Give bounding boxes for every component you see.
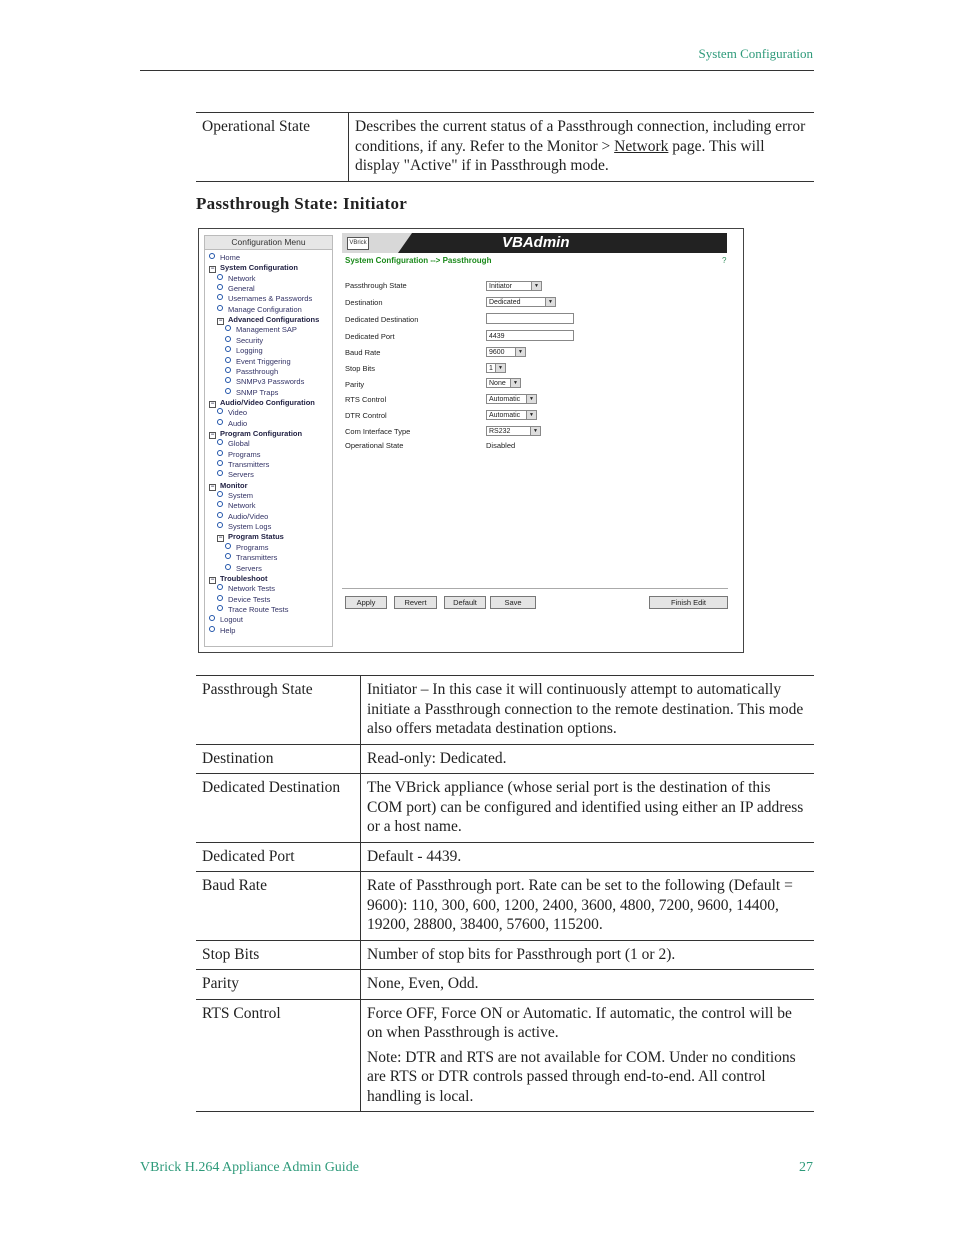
menu-item-label: General <box>228 284 255 294</box>
stop-bits-select[interactable] <box>486 363 506 373</box>
menu-item[interactable] <box>209 615 243 624</box>
divider <box>342 588 728 589</box>
menu-item[interactable] <box>209 574 268 584</box>
menu-item-label: Home <box>220 253 241 262</box>
menu-item[interactable] <box>217 305 302 314</box>
chevron-down-icon: ▼ <box>495 364 505 372</box>
table-row <box>196 999 814 1112</box>
menu-item-label: Program Status <box>228 532 284 542</box>
select-value: Automatic <box>489 396 521 403</box>
menu-item-label: Audio/Video <box>228 511 269 521</box>
menu-item[interactable] <box>225 564 262 573</box>
menu-item-label: Passthrough <box>236 366 279 376</box>
stop-bits-label: Stop Bits <box>345 364 376 373</box>
rts-control-label: RTS Control <box>345 395 387 404</box>
baud-rate-label: Baud Rate <box>345 348 381 357</box>
menu-item[interactable] <box>217 605 288 614</box>
term-cell: Dedicated Port <box>196 842 361 872</box>
dedicated-port-label: Dedicated Port <box>345 332 395 341</box>
menu-item[interactable] <box>217 294 312 303</box>
desc-cell <box>361 872 815 941</box>
term-cell: Operational State <box>196 113 349 182</box>
desc-text: Describes the current status of a Passthrough connection, including error conditions, if any. Refer to the Monitor > <box>355 118 806 155</box>
operational-state-table <box>196 112 814 182</box>
menu-item-label: Program Configuration <box>220 428 303 438</box>
table-row <box>196 872 814 941</box>
menu-item[interactable] <box>225 346 263 355</box>
passthrough-state-label: Passthrough State <box>345 281 407 290</box>
table-row <box>196 744 814 774</box>
menu-item[interactable] <box>225 388 278 397</box>
section-heading: Passthrough State: Initiator <box>196 194 408 213</box>
dedicated-destination-label: Dedicated Destination <box>345 315 419 324</box>
menu-item[interactable] <box>217 439 250 448</box>
menu-item[interactable] <box>209 481 248 491</box>
desc-paragraph: Number of stop bits for Passthrough port (1 or 2). <box>367 945 676 963</box>
menu-item[interactable] <box>217 284 255 293</box>
com-interface-type-select[interactable] <box>486 426 541 436</box>
bullet-icon <box>217 595 223 601</box>
menu-item-label: Usernames & Passwords <box>228 294 313 304</box>
bullet-icon <box>225 325 231 331</box>
menu-item[interactable] <box>217 315 319 325</box>
select-value: Initiator <box>489 283 512 290</box>
desc-paragraph: Rate of Passthrough port. Rate can be set to the following (Default = 9600): 110, 300, 600, 1200, 2400, 3600, 4800, 7200, 9600, 14400, 19200, 28800, 38400, 57600, 115200. <box>367 877 793 933</box>
page-number: 27 <box>799 1160 813 1175</box>
configuration-menu <box>204 235 333 647</box>
menu-item[interactable] <box>217 408 247 417</box>
term-cell: Passthrough State <box>196 676 361 745</box>
desc-cell <box>361 676 815 745</box>
menu-item[interactable] <box>209 263 298 273</box>
menu-item-label: Help <box>220 625 236 635</box>
bullet-icon <box>217 491 223 497</box>
finish-edit-button[interactable]: Finish Edit <box>649 596 728 609</box>
desc-cell <box>349 113 815 182</box>
menu-item[interactable] <box>225 553 277 562</box>
menu-item[interactable] <box>225 357 291 366</box>
dedicated-destination-input[interactable] <box>486 313 574 324</box>
collapse-icon: − <box>210 431 215 438</box>
bullet-icon <box>225 543 231 549</box>
collapse-icon: − <box>210 266 215 273</box>
menu-item-label: Advanced Configurations <box>228 315 320 325</box>
menu-item-label: Audio/Video Configuration <box>220 397 315 407</box>
bullet-icon <box>217 450 223 456</box>
bullet-icon <box>217 439 223 445</box>
collapse-icon: − <box>218 318 223 325</box>
menu-item[interactable] <box>217 532 284 542</box>
menu-item[interactable] <box>217 491 253 500</box>
table-row <box>196 940 814 970</box>
menu-item-label: Logout <box>220 615 243 625</box>
breadcrumb: System Configuration --> Passthrough <box>345 256 492 265</box>
chevron-down-icon: ▼ <box>530 427 540 435</box>
desc-cell <box>361 970 815 1000</box>
term-cell: Stop Bits <box>196 940 361 970</box>
select-value: 1 <box>489 365 493 372</box>
menu-item[interactable] <box>225 325 297 334</box>
bullet-icon <box>217 460 223 466</box>
bullet-icon <box>225 357 231 363</box>
bullet-icon <box>225 377 231 383</box>
menu-item-label: Management SAP <box>236 325 297 335</box>
menu-item-label: Audio <box>228 418 248 428</box>
destination-label: Destination <box>345 298 383 307</box>
bullet-icon <box>225 367 231 373</box>
desc-cell <box>361 744 815 774</box>
menu-item[interactable] <box>217 501 256 510</box>
desc-paragraph: Note: DTR and RTS are not available for COM. Under no conditions are RTS or DTR controls passed through end-to-end. All control handling is local. <box>367 1048 796 1105</box>
revert-button[interactable]: Revert <box>394 596 437 609</box>
select-value: None <box>489 380 506 387</box>
menu-item[interactable] <box>217 595 270 604</box>
desc-paragraph: Force OFF, Force ON or Automatic. If automatic, the control will be on when Passthrough is active. <box>367 1004 792 1041</box>
vbadmin-banner <box>342 233 727 253</box>
destination-select[interactable] <box>486 297 556 307</box>
bullet-icon <box>225 336 231 342</box>
footer-title: VBrick H.264 Appliance Admin Guide <box>140 1160 359 1175</box>
chevron-down-icon: ▼ <box>545 298 555 306</box>
save-button[interactable]: Save <box>490 596 536 609</box>
term-cell: Destination <box>196 744 361 774</box>
desc-paragraph: Default - 4439. <box>367 847 462 865</box>
menu-item[interactable] <box>209 626 235 635</box>
collapse-icon: − <box>210 483 215 490</box>
parity-select[interactable] <box>486 378 521 388</box>
collapse-icon: − <box>218 535 223 542</box>
apply-button[interactable]: Apply <box>345 596 387 609</box>
menu-item-label: Troubleshoot <box>220 573 268 583</box>
passthrough-state-select[interactable] <box>486 281 542 291</box>
menu-item[interactable] <box>225 377 304 386</box>
menu-item-label: Network <box>228 501 256 511</box>
menu-item[interactable] <box>225 367 278 376</box>
desc-paragraph: Read-only: Dedicated. <box>367 749 507 767</box>
menu-item-label: Monitor <box>220 480 248 490</box>
bullet-icon <box>217 305 223 311</box>
menu-item[interactable] <box>209 253 240 262</box>
bullet-icon <box>217 419 223 425</box>
banner-title: VBAdmin <box>502 234 570 251</box>
bullet-icon <box>217 605 223 611</box>
dtr-control-select[interactable] <box>486 410 537 420</box>
menu-item[interactable] <box>225 543 269 552</box>
bullet-icon <box>209 615 215 621</box>
network-link[interactable]: Network <box>614 137 669 155</box>
com-interface-type-label: Com Interface Type <box>345 427 411 436</box>
menu-item-label: Logging <box>236 346 263 356</box>
bullet-icon <box>217 512 223 518</box>
chevron-down-icon: ▼ <box>510 379 520 387</box>
bullet-icon <box>217 294 223 300</box>
bullet-icon <box>217 470 223 476</box>
table-row <box>196 676 814 745</box>
select-value: 9600 <box>489 349 505 356</box>
header-rule <box>140 70 814 71</box>
bullet-icon <box>225 553 231 559</box>
menu-item[interactable] <box>217 450 261 459</box>
menu-item-label: Event Triggering <box>236 356 291 366</box>
term-cell: RTS Control <box>196 999 361 1112</box>
bullet-icon <box>209 626 215 632</box>
bullet-icon <box>217 284 223 290</box>
term-cell: Dedicated Destination <box>196 774 361 843</box>
term-cell: Parity <box>196 970 361 1000</box>
dtr-control-label: DTR Control <box>345 411 387 420</box>
chevron-down-icon: ▼ <box>531 282 541 290</box>
menu-item[interactable] <box>217 470 254 479</box>
menu-item-label: Programs <box>228 449 261 459</box>
bullet-icon <box>217 522 223 528</box>
menu-item[interactable] <box>225 336 263 345</box>
desc-text: page. This will display "Active" if in Passthrough mode. <box>355 137 765 174</box>
select-value: Dedicated <box>489 299 521 306</box>
menu-item-label: Servers <box>228 470 254 480</box>
bullet-icon <box>217 584 223 590</box>
desc-paragraph: None, Even, Odd. <box>367 975 479 992</box>
bullet-icon <box>225 564 231 570</box>
bullet-icon <box>217 274 223 280</box>
menu-item-label: Device Tests <box>228 594 271 604</box>
menu-item[interactable] <box>217 584 275 593</box>
menu-item-label: SNMPv3 Passwords <box>236 377 305 387</box>
desc-cell <box>361 842 815 872</box>
menu-item-label: Trace Route Tests <box>228 604 289 614</box>
menu-item-label: System Logs <box>228 522 272 532</box>
menu-item[interactable] <box>217 419 247 428</box>
menu-title: Configuration Menu <box>205 236 332 250</box>
menu-item-label: SNMP Traps <box>236 387 279 397</box>
menu-item-label: System <box>228 491 254 501</box>
menu-item-label: Transmitters <box>236 553 278 563</box>
menu-item[interactable] <box>217 522 271 531</box>
menu-item[interactable] <box>217 512 268 521</box>
desc-cell <box>361 999 815 1112</box>
table-row <box>196 113 814 182</box>
collapse-icon: − <box>210 400 215 407</box>
menu-item-label: Manage Configuration <box>228 304 302 314</box>
chevron-down-icon: ▼ <box>526 411 536 419</box>
vbadmin-screenshot <box>198 228 744 653</box>
collapse-icon: − <box>210 576 215 583</box>
bullet-icon <box>209 253 215 259</box>
menu-item-label: Transmitters <box>228 460 270 469</box>
desc-paragraph: Initiator – In this case it will continuously attempt to automatically initiate a Passthrough connection to the remote destination. This mode also offers metadata destination options. <box>367 681 804 737</box>
table-row <box>196 774 814 843</box>
desc-cell <box>361 774 815 843</box>
select-value: Automatic <box>489 412 521 419</box>
chevron-down-icon: ▼ <box>526 395 536 403</box>
menu-item[interactable] <box>217 274 256 283</box>
select-value: RS232 <box>489 428 511 435</box>
menu-item-label: Global <box>228 439 250 449</box>
term-cell: Baud Rate <box>196 872 361 941</box>
menu-item[interactable] <box>209 429 302 439</box>
desc-cell <box>361 940 815 970</box>
bullet-icon <box>217 501 223 507</box>
desc-paragraph: The VBrick appliance (whose serial port is the destination of this COM port) can be configured and identified using either an IP address or a host name. <box>367 779 804 835</box>
bullet-icon <box>225 346 231 352</box>
menu-item-label: Programs <box>236 542 269 552</box>
menu-item-label: Security <box>236 335 264 345</box>
menu-item-label: Network <box>228 273 256 283</box>
vbrick-logo: VBrick <box>347 237 369 250</box>
menu-item[interactable] <box>209 398 315 408</box>
menu-item-label: System Configuration <box>220 263 298 273</box>
chevron-down-icon: ▼ <box>515 348 525 356</box>
menu-item-label: Video <box>228 408 248 418</box>
dedicated-port-input[interactable]: 4439 <box>486 330 574 341</box>
bullet-icon <box>225 388 231 394</box>
running-header: System Configuration <box>698 46 813 61</box>
baud-rate-select[interactable] <box>486 347 526 357</box>
menu-item-label: Servers <box>236 563 262 573</box>
passthrough-settings-table <box>196 675 814 1112</box>
rts-control-select[interactable] <box>486 394 537 404</box>
bullet-icon <box>217 408 223 414</box>
menu-item-label: Network Tests <box>228 584 275 594</box>
help-link[interactable]: ? <box>722 256 727 265</box>
table-row <box>196 842 814 872</box>
operational-state-value: Disabled <box>486 441 516 450</box>
parity-label: Parity <box>345 380 365 389</box>
menu-item[interactable] <box>217 460 269 469</box>
default-button[interactable]: Default <box>444 596 486 609</box>
operational-state-label: Operational State <box>345 441 404 450</box>
table-row <box>196 970 814 1000</box>
